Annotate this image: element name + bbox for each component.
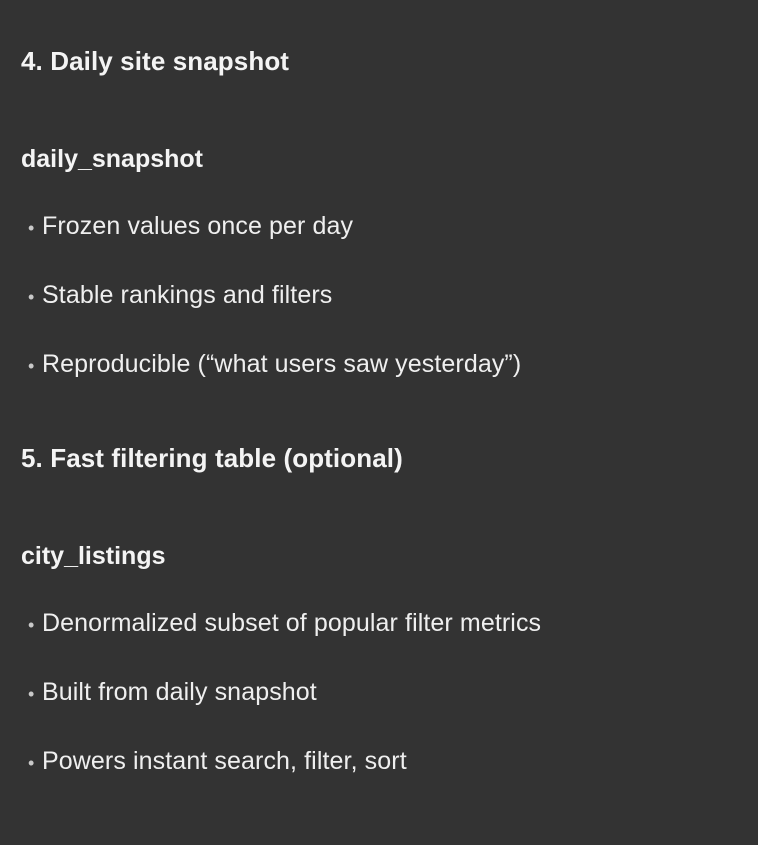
bullet-icon: • [28,218,35,238]
bullet-text: Frozen values once per day [42,212,354,240]
bullet-icon: • [28,615,35,635]
notes-document [0,45,758,845]
table-name-label-city-listings: city_listings [21,542,166,570]
bullet-item [21,676,734,710]
bullet-text: Built from daily snapshot [42,678,317,706]
bullet-item [21,607,734,641]
bullet-text: Reproducible (“what users saw yesterday”) [42,350,522,378]
bullet-icon: • [28,753,35,773]
table-name-label-daily-snapshot: daily_snapshot [21,145,203,173]
section-heading-fast-filtering-table: 5. Fast filtering table (optional) [21,443,403,473]
bullet-item [21,210,734,244]
bullet-icon: • [28,356,35,376]
bullet-item [21,279,734,313]
bullet-icon: • [28,287,35,307]
bullet-text: Denormalized subset of popular filter metrics [42,609,542,637]
section-heading-daily-site-snapshot: 4. Daily site snapshot [21,46,290,76]
bullet-item [21,348,734,382]
bullet-text: Powers instant search, filter, sort [42,747,407,775]
bullet-item [21,745,734,779]
bullet-text: Stable rankings and filters [42,281,333,309]
bullet-icon: • [28,684,35,704]
